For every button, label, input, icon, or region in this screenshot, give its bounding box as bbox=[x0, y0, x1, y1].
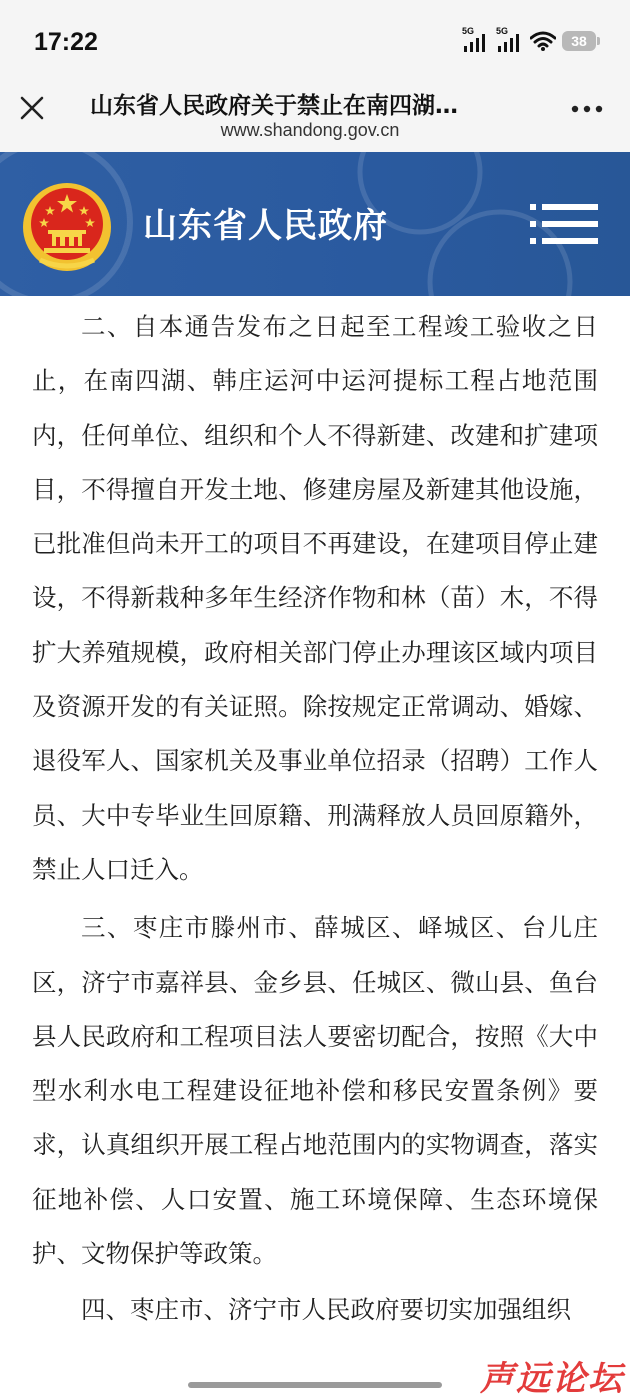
status-icons bbox=[462, 26, 596, 52]
battery-icon: 38 bbox=[562, 31, 596, 51]
article-body bbox=[32, 300, 598, 1342]
status-bar bbox=[0, 0, 630, 82]
article-paragraph: 三、枣庄市滕州市、薛城区、峄城区、台儿庄区，济宁市嘉祥县、金乡县、任城区、微山县、鱼台县人民政府和工程项目法人要密切配合，按照《大中型水利水电工程建设征地补偿和移民安置条例》要求，认真组织开展工程占地范围内的实物调查，落实征地补偿、人口安置、施工环境保障、生态环境保护、文物保护等政策。 bbox=[32, 913, 598, 1269]
more-icon[interactable] bbox=[570, 104, 604, 114]
signal-label: 5G bbox=[496, 26, 509, 36]
signal-icon bbox=[462, 26, 490, 52]
wifi-icon bbox=[530, 31, 556, 51]
home-indicator[interactable] bbox=[188, 1382, 442, 1388]
browser-title-bar bbox=[0, 82, 630, 152]
site-header bbox=[0, 152, 630, 296]
article-paragraph: 四、枣庄市、济宁市人民政府要切实加强组织 bbox=[81, 1295, 571, 1325]
menu-icon[interactable] bbox=[530, 200, 598, 248]
close-icon[interactable] bbox=[16, 92, 48, 124]
page-url: www.shandong.gov.cn bbox=[220, 120, 400, 140]
national-emblem-icon bbox=[20, 180, 114, 274]
article-paragraph: 二、自本通告发布之日起至工程竣工验收之日止，在南四湖、韩庄运河中运河提标工程占地范围内，任何单位、组织和个人不得新建、改建和扩建项目，不得擅自开发土地、修建房屋及新建其他设施，已批准但尚未开工的项目不再建设，在建项目停止建设，不得新栽种多年生经济作物和林（苗）木，不得扩大养殖规模，政府相关部门停止办理该区域内项目及资源开发的有关证照。除按规定正常调动、婚嫁、退役军人、国家机关及事业单位招录（招聘）工作人员、大中专毕业生回原籍、刑满释放人员回原籍外，禁止人口迁入。 bbox=[32, 312, 598, 884]
site-name: 山东省人民政府 bbox=[143, 206, 388, 246]
signal-label: 5G bbox=[462, 26, 475, 36]
watermark-logo: 声远论坛 bbox=[480, 1359, 624, 1399]
page-title: 山东省人民政府关于禁止在南四湖… bbox=[90, 93, 458, 119]
status-time: 17:22 bbox=[34, 28, 98, 56]
signal-icon bbox=[496, 26, 524, 52]
